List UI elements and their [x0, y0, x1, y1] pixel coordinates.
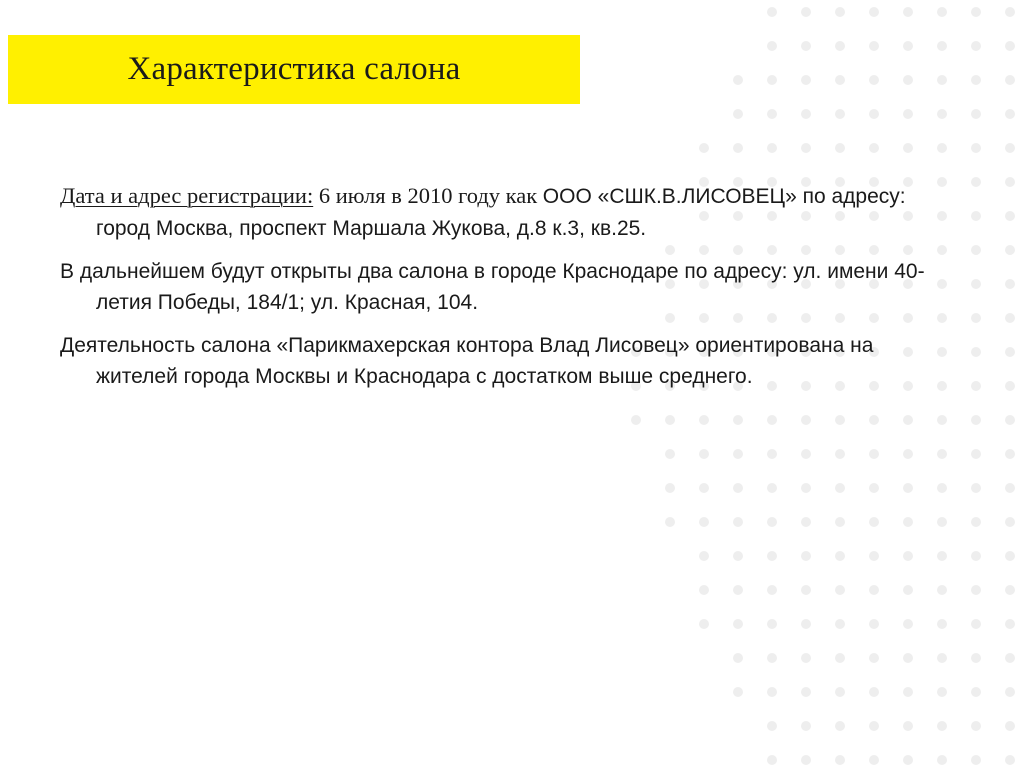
dot	[699, 517, 709, 527]
dot	[767, 483, 777, 493]
dot	[767, 551, 777, 561]
dot	[1005, 245, 1015, 255]
dot	[971, 347, 981, 357]
dot	[903, 483, 913, 493]
dot	[971, 551, 981, 561]
registration-label: Дата и адрес регистрации:	[60, 183, 314, 208]
dot	[1005, 687, 1015, 697]
dot	[801, 483, 811, 493]
slide-title: Характеристика салона	[127, 51, 461, 87]
dot	[835, 415, 845, 425]
dot	[971, 143, 981, 153]
dot	[869, 517, 879, 527]
dot	[937, 143, 947, 153]
dot	[835, 619, 845, 629]
dot	[869, 449, 879, 459]
dot	[835, 41, 845, 51]
dot	[733, 619, 743, 629]
dot	[903, 517, 913, 527]
dot	[835, 109, 845, 119]
dot	[937, 449, 947, 459]
dot	[903, 653, 913, 663]
dot	[869, 653, 879, 663]
dot	[937, 75, 947, 85]
dot	[767, 143, 777, 153]
dot	[767, 687, 777, 697]
dot	[1005, 381, 1015, 391]
slide-body	[60, 180, 960, 404]
dot	[767, 75, 777, 85]
dot	[1005, 619, 1015, 629]
dot	[733, 75, 743, 85]
dot	[733, 653, 743, 663]
dot	[869, 483, 879, 493]
dot	[903, 41, 913, 51]
title-banner	[8, 35, 580, 104]
dot	[767, 109, 777, 119]
dot	[937, 721, 947, 731]
dot	[903, 109, 913, 119]
dot	[835, 653, 845, 663]
dot	[733, 109, 743, 119]
dot	[971, 619, 981, 629]
dot	[1005, 211, 1015, 221]
dot	[971, 483, 981, 493]
dot	[903, 449, 913, 459]
dot	[1005, 177, 1015, 187]
dot	[903, 75, 913, 85]
dot	[767, 41, 777, 51]
dot	[937, 109, 947, 119]
dot	[937, 517, 947, 527]
paragraph-future-salons: В дальнейшем будут открыты два салона в городе Краснодаре по адресу: ул. имени 40-летия Победы, 184/1; ул. Красная, 104.	[60, 260, 925, 314]
dot	[1005, 653, 1015, 663]
paragraph-registration	[60, 180, 960, 244]
dot	[801, 415, 811, 425]
dot	[767, 585, 777, 595]
dot	[801, 7, 811, 17]
dot	[1005, 755, 1015, 765]
dot	[699, 415, 709, 425]
dot	[835, 517, 845, 527]
dot	[937, 41, 947, 51]
dot	[801, 551, 811, 561]
dot	[937, 687, 947, 697]
dot	[699, 449, 709, 459]
dot	[1005, 313, 1015, 323]
dot	[733, 687, 743, 697]
dot	[903, 755, 913, 765]
dot	[1005, 41, 1015, 51]
dot	[971, 7, 981, 17]
dot	[801, 585, 811, 595]
dot	[733, 415, 743, 425]
dot	[971, 41, 981, 51]
dot	[1005, 449, 1015, 459]
dot	[971, 517, 981, 527]
dot	[835, 75, 845, 85]
dot	[971, 313, 981, 323]
dot	[767, 449, 777, 459]
dot	[733, 143, 743, 153]
dot	[971, 585, 981, 595]
dot	[1005, 551, 1015, 561]
dot	[767, 755, 777, 765]
dot	[1005, 347, 1015, 357]
registration-date-text: 6 июля в 2010 году как	[313, 183, 543, 208]
dot	[1005, 415, 1015, 425]
dot	[971, 721, 981, 731]
dot	[801, 109, 811, 119]
dot	[733, 551, 743, 561]
dot	[699, 551, 709, 561]
dot	[801, 619, 811, 629]
dot	[869, 585, 879, 595]
dot	[903, 619, 913, 629]
dot	[767, 517, 777, 527]
dot	[1005, 75, 1015, 85]
dot	[869, 143, 879, 153]
dot	[801, 687, 811, 697]
dot	[1005, 721, 1015, 731]
dot	[835, 483, 845, 493]
dot	[767, 653, 777, 663]
dot	[835, 755, 845, 765]
dot	[665, 449, 675, 459]
dot	[733, 449, 743, 459]
dot	[835, 143, 845, 153]
dot	[869, 755, 879, 765]
dot	[835, 585, 845, 595]
dot	[971, 245, 981, 255]
dot	[971, 449, 981, 459]
dot	[1005, 109, 1015, 119]
dot	[937, 483, 947, 493]
dot	[903, 551, 913, 561]
dot	[801, 41, 811, 51]
dot	[869, 687, 879, 697]
dot	[1005, 143, 1015, 153]
dot	[937, 619, 947, 629]
dot	[1005, 585, 1015, 595]
dot	[869, 75, 879, 85]
dot	[665, 517, 675, 527]
dot	[767, 415, 777, 425]
dot	[1005, 279, 1015, 289]
dot	[971, 279, 981, 289]
dot	[631, 415, 641, 425]
dot	[937, 7, 947, 17]
dot	[835, 449, 845, 459]
dot	[971, 415, 981, 425]
dot	[835, 551, 845, 561]
dot	[699, 143, 709, 153]
dot	[869, 415, 879, 425]
dot	[903, 143, 913, 153]
dot	[971, 755, 981, 765]
dot	[937, 585, 947, 595]
dot	[1005, 517, 1015, 527]
dot	[869, 109, 879, 119]
dot	[767, 619, 777, 629]
dot	[903, 415, 913, 425]
dot	[971, 177, 981, 187]
dot	[869, 7, 879, 17]
dot	[733, 585, 743, 595]
dot	[665, 483, 675, 493]
dot	[869, 41, 879, 51]
dot	[801, 75, 811, 85]
dot	[733, 517, 743, 527]
dot	[903, 7, 913, 17]
dot	[937, 653, 947, 663]
dot	[971, 75, 981, 85]
dot	[971, 653, 981, 663]
dot	[835, 7, 845, 17]
dot	[801, 143, 811, 153]
dot	[869, 551, 879, 561]
dot	[937, 755, 947, 765]
dot	[835, 721, 845, 731]
registration-org-text: ООО «СШК.В.ЛИСОВЕЦ» по адресу: город Москва, проспект Маршала Жукова, д.8 к.3, кв.25.	[96, 185, 906, 240]
dot	[903, 585, 913, 595]
paragraph-activity: Деятельность салона «Парикмахерская контора Влад Лисовец» ориентирована на жителей города Москвы и Краснодара с достатком выше среднего.	[60, 334, 874, 388]
dot	[903, 721, 913, 731]
dot	[801, 653, 811, 663]
dot	[971, 687, 981, 697]
dot	[801, 721, 811, 731]
dot	[971, 109, 981, 119]
dot	[903, 687, 913, 697]
dot	[699, 619, 709, 629]
dot	[1005, 483, 1015, 493]
dot	[733, 483, 743, 493]
dot	[971, 381, 981, 391]
dot	[869, 619, 879, 629]
dot	[801, 517, 811, 527]
dot	[1005, 7, 1015, 17]
dot	[801, 449, 811, 459]
dot	[937, 415, 947, 425]
dot	[699, 483, 709, 493]
dot	[971, 211, 981, 221]
dot	[665, 415, 675, 425]
dot	[937, 551, 947, 561]
dot	[767, 721, 777, 731]
dot	[835, 687, 845, 697]
dot	[699, 585, 709, 595]
dot	[767, 7, 777, 17]
dot	[869, 721, 879, 731]
dot	[801, 755, 811, 765]
